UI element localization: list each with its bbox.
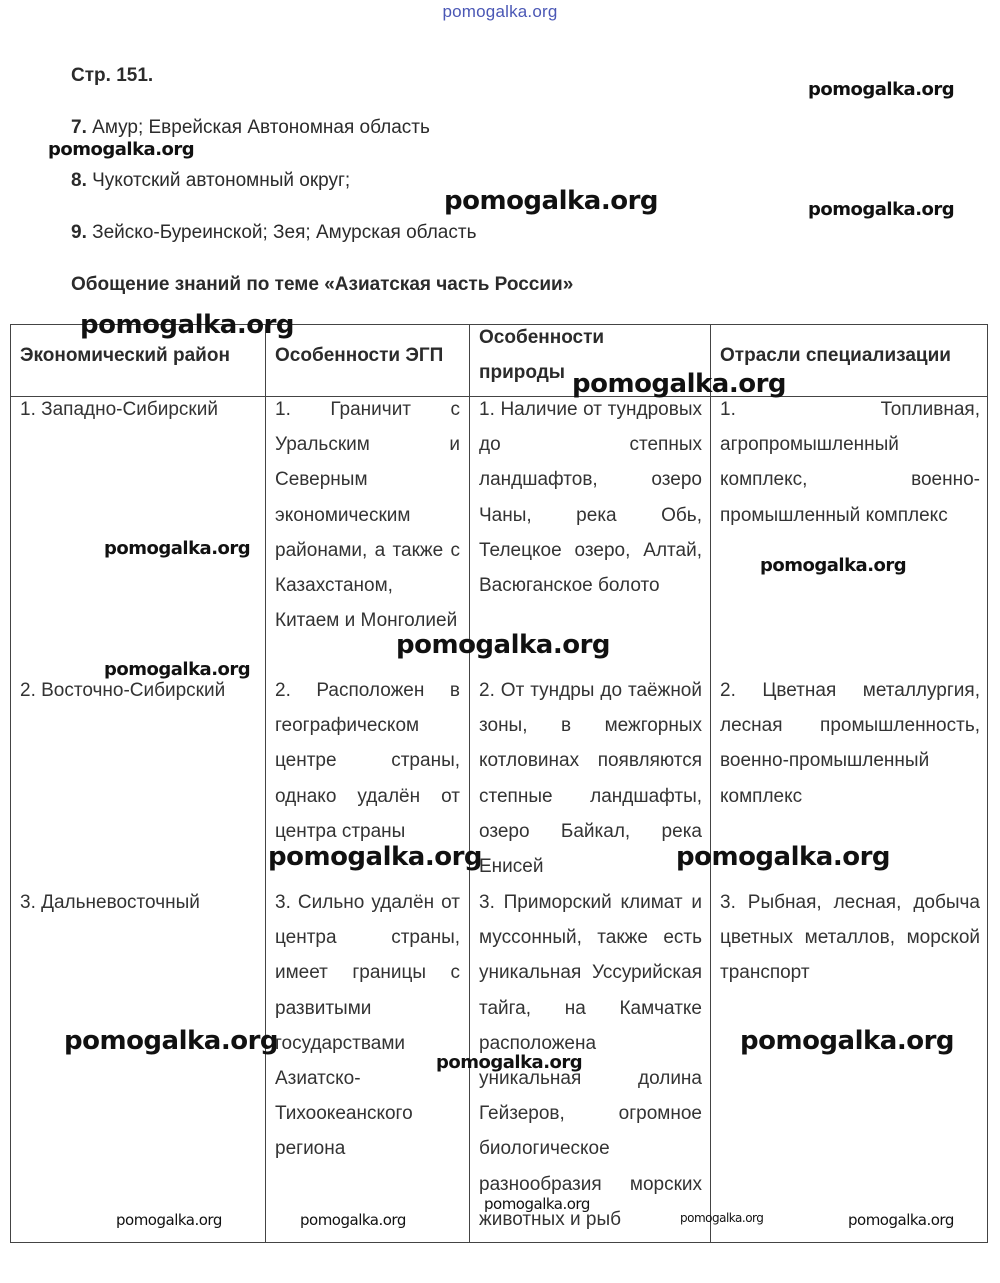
watermark: pomogalka.org <box>436 1052 583 1073</box>
watermark: pomogalka.org <box>300 1211 406 1229</box>
answer-number: 9. <box>71 222 87 243</box>
table-cell-region: 3. Дальневосточный <box>20 892 200 913</box>
watermark: pomogalka.org <box>80 310 295 340</box>
table-cell-egp: 2. Расположен в географическом центре страны, однако удалён от центра страны <box>275 680 460 842</box>
watermark: pomogalka.org <box>116 1211 222 1229</box>
table-cell-egp: 3. Сильно удалён от центра страны, имеет границы с развитыми государствами Азиатско-Тихоокеанского региона <box>275 892 460 1160</box>
watermark: pomogalka.org <box>444 186 659 216</box>
header-region: Экономический район <box>20 345 230 366</box>
table-cell-industry: 2. Цветная металлургия, лесная промышленность, военно-промышленный комплекс <box>720 680 980 807</box>
table-cell-industry: 1. Топливная, агропромышленный комплекс, военно-промышленный комплекс <box>720 399 980 526</box>
column-divider <box>710 325 711 1242</box>
watermark: pomogalka.org <box>48 139 195 160</box>
header-industry: Отрасли специализации <box>720 345 951 366</box>
watermark: pomogalka.org <box>572 369 787 399</box>
watermark: pomogalka.org <box>484 1195 590 1213</box>
section-title: Обощение знаний по теме «Азиатская часть России» <box>71 274 574 295</box>
watermark: pomogalka.org <box>104 659 251 680</box>
table-cell-egp: 1. Граничит с Уральским и Северным экономическим районами, а также с Казахстаном, Китаем и Монголией <box>275 399 460 632</box>
page-reference: Стр. 151. <box>71 65 154 86</box>
table-cell-industry: 3. Рыбная, лесная, добыча цветных металлов, морской транспорт <box>720 892 980 984</box>
column-divider <box>265 325 266 1242</box>
table-cell-nature: 3. Приморский климат и муссонный, также есть уникальная Уссурийская тайга, на Камчатке расположена уникальная долина Гейзеров, огромное биологическое разнообразия морских животных и рыб <box>479 892 702 1230</box>
table-cell-region: 1. Западно-Сибирский <box>20 399 218 420</box>
watermark: pomogalka.org <box>396 630 611 660</box>
watermark: pomogalka.org <box>808 79 955 100</box>
answer-number: 8. <box>71 170 87 191</box>
site-header[interactable]: pomogalka.org <box>442 2 558 21</box>
watermark: pomogalka.org <box>64 1026 279 1056</box>
watermark: pomogalka.org <box>740 1026 955 1056</box>
answer-text: Чукотский автономный округ; <box>92 170 351 191</box>
answer-9 <box>71 222 476 244</box>
answer-number: 7. <box>71 117 87 138</box>
header-egp: Особенности ЭГП <box>275 345 444 366</box>
watermark: pomogalka.org <box>104 538 251 559</box>
answer-7 <box>71 117 430 139</box>
watermark: pomogalka.org <box>680 1211 764 1225</box>
table-cell-nature: 2. От тундры до таёжной зоны, в межгорных котловинах появляются степные ландшафты, озеро Байкал, река Енисей <box>479 680 702 878</box>
column-divider <box>469 325 470 1242</box>
answer-text: Зейско-Буреинской; Зея; Амурская область <box>92 222 477 243</box>
watermark: pomogalka.org <box>848 1211 954 1229</box>
answer-text: Амур; Еврейская Автономная область <box>92 117 430 138</box>
watermark: pomogalka.org <box>268 842 483 872</box>
watermark: pomogalka.org <box>808 199 955 220</box>
watermark: pomogalka.org <box>760 555 907 576</box>
header-nature: Особенности природы <box>479 327 605 383</box>
table-cell-region: 2. Восточно-Сибирский <box>20 680 226 701</box>
answer-8 <box>71 170 350 192</box>
table-cell-nature: 1. Наличие от тундровых до степных ландшафтов, озеро Чаны, река Обь, Телецкое озеро, Алтай, Васюганское болото <box>479 399 702 597</box>
summary-table <box>10 324 988 1243</box>
watermark: pomogalka.org <box>676 842 891 872</box>
